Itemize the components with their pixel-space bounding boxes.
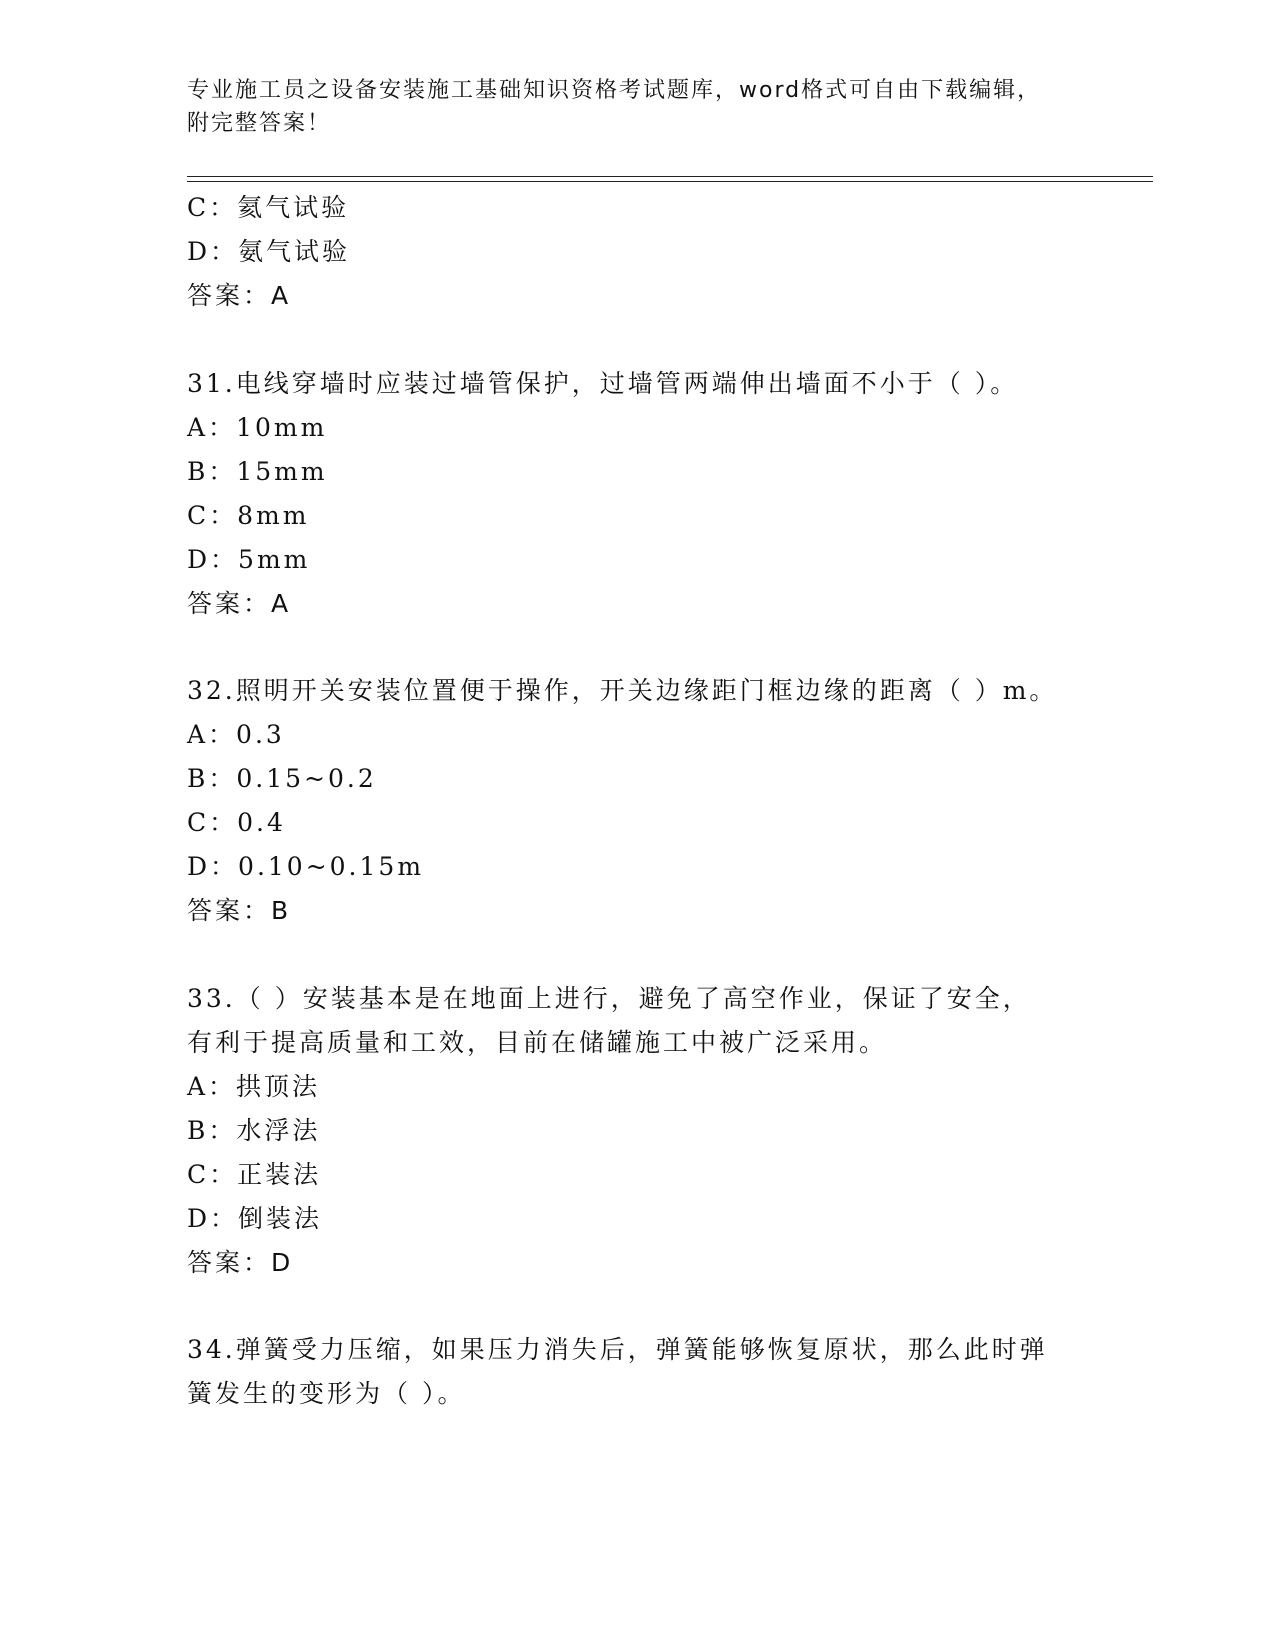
q33-stem-line-2: 有利于提高质量和工效，目前在储罐施工中被广泛采用。 (187, 1028, 888, 1057)
q32-answer: 答案：B (187, 896, 292, 925)
page-header (187, 74, 1087, 140)
q32-option-a: A：0.3 (187, 720, 285, 749)
q32-stem: 32.照明开关安装位置便于操作，开关边缘距门框边缘的距离（ ）m。 (187, 676, 1058, 705)
header-line-2: 附完整答案！ (187, 111, 332, 136)
header-line-1: 专业施工员之设备安装施工基础知识资格考试题库，word格式可自由下载编辑， (187, 78, 1042, 103)
q33-stem-line-1: 33.（ ）安装基本是在地面上进行，避免了高空作业，保证了安全， (187, 984, 1031, 1013)
q33-option-d: D：倒装法 (187, 1204, 323, 1233)
header-divider-bottom (187, 181, 1153, 182)
q31-option-b: B：15mm (187, 457, 328, 486)
q30-option-c: C：氦气试验 (187, 193, 350, 222)
q31-option-c: C：8mm (187, 501, 310, 530)
q32-option-b: B：0.15~0.2 (187, 764, 377, 793)
q30-option-d: D：氨气试验 (187, 237, 351, 266)
q33-option-a: A：拱顶法 (187, 1072, 321, 1101)
q33-option-c: C：正装法 (187, 1160, 322, 1189)
q34-stem-line-2: 簧发生的变形为（ ）。 (187, 1379, 466, 1408)
q31-option-a: A：10mm (187, 413, 328, 442)
header-divider-top (187, 176, 1153, 177)
q33-answer: 答案：D (187, 1248, 294, 1277)
q32-option-c: C：0.4 (187, 808, 286, 837)
q31-option-d: D：5mm (187, 545, 311, 574)
q33-option-b: B：水浮法 (187, 1116, 321, 1145)
q31-stem: 31.电线穿墙时应装过墙管保护，过墙管两端伸出墙面不小于（ ）。 (187, 369, 1019, 398)
q31-answer: 答案：A (187, 589, 292, 618)
q30-answer: 答案：A (187, 281, 292, 310)
q32-option-d: D：0.10~0.15m (187, 852, 425, 881)
q34-stem-line-1: 34.弹簧受力压缩，如果压力消失后，弹簧能够恢复原状，那么此时弹 (187, 1335, 1048, 1364)
